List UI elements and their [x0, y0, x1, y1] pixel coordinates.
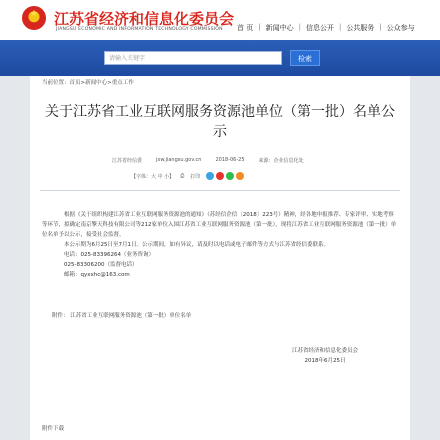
article-source: 江苏省经信委 — [112, 158, 143, 164]
print-link[interactable]: 打印 — [190, 173, 201, 180]
article-tools — [131, 172, 244, 180]
title-divider — [40, 190, 400, 191]
contact-phone: 电话：025-83396264（业务咨询） — [64, 252, 154, 258]
nav-separator: | — [338, 23, 342, 31]
body-paragraph: 根据《关于组织构建江苏省工业互联网服务资源池的通知》（苏经信企信〔2018〕223号）精神，经各地申报推荐、专家评审、实地考察等环节，拟确定南京擎天科技有限公司等212家单位入围江苏省工业互联网服务资源池（第一批），现将江苏省工业互联网服务资源池（第一批）单位名单予以公示，接受社会监督。 — [42, 212, 397, 238]
contact-email[interactable]: 邮箱：qyxxhc@163.com — [64, 272, 130, 278]
search-button[interactable]: 检索 — [290, 50, 320, 66]
font-size-switch[interactable]: 【字体：大 中 小】 — [131, 173, 175, 180]
contact-phone-supervision: 025-83306200（监督电话） — [64, 262, 138, 268]
article-date: 2018-06-25 — [215, 157, 245, 163]
nav-separator: | — [298, 23, 301, 31]
attachment-download-label: 附件下载 — [42, 426, 65, 432]
search-input[interactable]: 请输入关键字 — [104, 51, 282, 65]
article-url[interactable]: jxw.jiangsu.gov.cn — [156, 157, 202, 163]
nav-home[interactable]: 首 页 — [237, 24, 254, 32]
nav-public-participation[interactable]: 公众参与 — [386, 24, 415, 32]
attachment-link[interactable]: 附件： 江苏省工业互联网服务资源池（第一批）单位名单 — [52, 313, 192, 319]
signature-date: 2018年6月25日 — [304, 358, 346, 364]
wechat-icon[interactable] — [226, 172, 234, 180]
site-title[interactable]: 江苏省经济和信息化委员会 — [54, 10, 235, 28]
emblem-star-icon: ★ — [30, 9, 39, 19]
share-bar — [206, 172, 244, 180]
breadcrumb: 当前位置：首页>新闻中心>重点工作 — [42, 80, 134, 86]
signature-block — [292, 346, 358, 366]
site-title-english: JIANGSU ECONOMIC AND INFORMATION TECHNOLOGY COMMISSION — [56, 27, 223, 32]
signature-org: 江苏省经济和信息化委员会 — [292, 348, 359, 354]
more-share-icon[interactable] — [236, 172, 244, 180]
nav-news[interactable]: 新闻中心 — [265, 24, 294, 32]
main-nav — [232, 23, 420, 33]
nav-separator: | — [379, 23, 382, 31]
nav-separator: | — [258, 23, 261, 31]
qzone-icon[interactable] — [206, 172, 214, 180]
body-paragraph: 本公示期为6月25日至7月1日。公示期间，如有异议，请及时以电话或电子邮件等方式与江苏省经信委联系。 — [64, 242, 329, 248]
weibo-icon[interactable] — [216, 172, 224, 180]
article-body — [42, 210, 397, 280]
site-header — [0, 0, 440, 40]
article-title: 关于江苏省工业互联网服务资源池单位（第一批）名单公示 — [45, 104, 395, 140]
article-meta — [112, 157, 304, 164]
printer-icon[interactable]: ⎙ — [180, 173, 185, 179]
nav-public-service[interactable]: 公共服务 — [346, 24, 375, 32]
nav-info-disclosure[interactable]: 信息公开 — [305, 24, 334, 32]
article-category: 来源：企业信息化处 — [258, 158, 304, 164]
